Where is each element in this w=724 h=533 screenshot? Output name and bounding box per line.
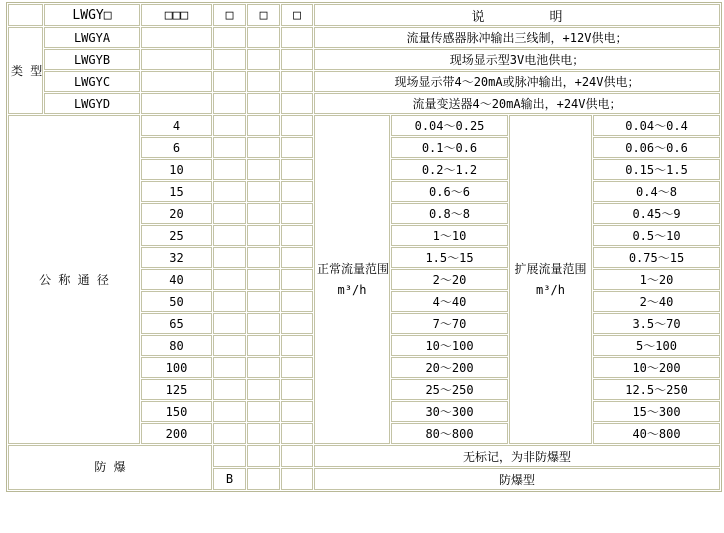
empty-cell — [213, 379, 246, 400]
empty-cell — [213, 423, 246, 444]
empty-cell — [281, 269, 313, 290]
empty-cell — [247, 137, 280, 158]
type-row — [8, 49, 720, 70]
normal-range-cell: 0.1～0.6 — [391, 137, 508, 158]
empty-cell — [247, 93, 280, 114]
empty-cell — [247, 357, 280, 378]
explosion-row — [8, 445, 720, 467]
normal-range-cell: 0.2～1.2 — [391, 159, 508, 180]
empty-cell — [247, 159, 280, 180]
empty-cell — [281, 181, 313, 202]
empty-cell — [141, 71, 212, 92]
header-box-2: □ — [247, 4, 280, 26]
normal-range-cell: 80～800 — [391, 423, 508, 444]
empty-cell — [247, 115, 280, 136]
empty-cell — [247, 401, 280, 422]
extended-flow-range-title: 扩展流量范围 — [514, 261, 587, 276]
type-row — [8, 27, 720, 48]
type-description: 流量传感器脉冲输出三线制，+12V供电； — [314, 27, 720, 48]
empty-cell — [141, 27, 212, 48]
normal-range-cell: 25～250 — [391, 379, 508, 400]
empty-cell — [213, 159, 246, 180]
empty-cell — [141, 49, 212, 70]
type-description: 现场显示带4～20mA或脉冲输出，+24V供电； — [314, 71, 720, 92]
type-description: 现场显示型3V电池供电； — [314, 49, 720, 70]
empty-cell — [247, 225, 280, 246]
empty-cell — [213, 203, 246, 224]
empty-cell — [281, 27, 313, 48]
empty-cell — [281, 313, 313, 334]
empty-cell — [213, 357, 246, 378]
empty-cell — [213, 225, 246, 246]
header-row — [8, 4, 720, 26]
type-row — [8, 71, 720, 92]
empty-cell — [247, 379, 280, 400]
type-description: 流量变送器4～20mA输出，+24V供电； — [314, 93, 720, 114]
dn-cell: 20 — [141, 203, 212, 224]
explosion-code: B — [213, 468, 246, 490]
empty-cell — [213, 401, 246, 422]
empty-cell — [281, 379, 313, 400]
empty-cell — [281, 49, 313, 70]
extended-range-cell: 0.04～0.4 — [593, 115, 720, 136]
header-empty-cell — [8, 4, 43, 26]
empty-cell — [247, 71, 280, 92]
normal-range-cell: 2～20 — [391, 269, 508, 290]
extended-flow-range-header — [509, 115, 592, 444]
dn-cell: 100 — [141, 357, 212, 378]
empty-cell — [281, 115, 313, 136]
explosion-code — [213, 445, 246, 467]
normal-range-cell: 0.6～6 — [391, 181, 508, 202]
extended-range-cell: 10～200 — [593, 357, 720, 378]
empty-cell — [281, 71, 313, 92]
header-model-prefix: LWGY□ — [44, 4, 140, 26]
header-box-3: □ — [281, 4, 313, 26]
normal-range-cell: 7～70 — [391, 313, 508, 334]
empty-cell — [247, 203, 280, 224]
empty-cell — [213, 27, 246, 48]
empty-cell — [281, 291, 313, 312]
type-code: LWGYA — [44, 27, 140, 48]
extended-range-cell: 40～800 — [593, 423, 720, 444]
extended-range-cell: 0.5～10 — [593, 225, 720, 246]
empty-cell — [213, 71, 246, 92]
empty-cell — [281, 445, 313, 467]
dn-cell: 50 — [141, 291, 212, 312]
dn-cell: 10 — [141, 159, 212, 180]
empty-cell — [213, 291, 246, 312]
normal-range-cell: 0.8～8 — [391, 203, 508, 224]
empty-cell — [247, 423, 280, 444]
diameter-row — [8, 115, 720, 136]
extended-range-cell: 12.5～250 — [593, 379, 720, 400]
dn-cell: 15 — [141, 181, 212, 202]
normal-flow-range-unit: m³/h — [337, 282, 367, 297]
extended-range-cell: 2～40 — [593, 291, 720, 312]
empty-cell — [213, 269, 246, 290]
extended-range-cell: 0.4～8 — [593, 181, 720, 202]
extended-range-cell: 0.45～9 — [593, 203, 720, 224]
empty-cell — [281, 225, 313, 246]
type-code: LWGYC — [44, 71, 140, 92]
empty-cell — [247, 247, 280, 268]
empty-cell — [281, 137, 313, 158]
dn-cell: 25 — [141, 225, 212, 246]
normal-range-cell: 0.04～0.25 — [391, 115, 508, 136]
normal-range-cell: 4～40 — [391, 291, 508, 312]
empty-cell — [213, 137, 246, 158]
dn-cell: 4 — [141, 115, 212, 136]
empty-cell — [247, 291, 280, 312]
empty-cell — [281, 203, 313, 224]
explosion-description: 防爆型 — [314, 468, 720, 490]
empty-cell — [213, 313, 246, 334]
normal-range-cell: 30～300 — [391, 401, 508, 422]
empty-cell — [247, 27, 280, 48]
empty-cell — [247, 49, 280, 70]
header-description-title: 说 明 — [314, 4, 720, 26]
extended-flow-range-unit: m³/h — [536, 282, 565, 297]
dn-cell: 80 — [141, 335, 212, 356]
empty-cell — [281, 93, 313, 114]
normal-range-cell: 1～10 — [391, 225, 508, 246]
normal-range-cell: 10～100 — [391, 335, 508, 356]
type-code: LWGYD — [44, 93, 140, 114]
normal-flow-range-header — [314, 115, 390, 444]
diameter-section-label: 公 称 通 径 — [8, 115, 140, 444]
explosion-section-label: 防 爆 — [8, 445, 212, 490]
extended-range-cell: 0.15～1.5 — [593, 159, 720, 180]
empty-cell — [247, 269, 280, 290]
empty-cell — [247, 468, 280, 490]
empty-cell — [281, 423, 313, 444]
empty-cell — [247, 313, 280, 334]
dn-cell: 200 — [141, 423, 212, 444]
empty-cell — [247, 181, 280, 202]
extended-range-cell: 0.06～0.6 — [593, 137, 720, 158]
extended-range-cell: 5～100 — [593, 335, 720, 356]
header-boxes-three: □□□ — [141, 4, 212, 26]
extended-range-cell: 0.75～15 — [593, 247, 720, 268]
dn-cell: 65 — [141, 313, 212, 334]
empty-cell — [213, 247, 246, 268]
empty-cell — [281, 401, 313, 422]
empty-cell — [213, 93, 246, 114]
type-row — [8, 93, 720, 114]
empty-cell — [213, 335, 246, 356]
type-section-label: 类 型 — [8, 27, 43, 114]
empty-cell — [213, 181, 246, 202]
extended-range-cell: 3.5～70 — [593, 313, 720, 334]
empty-cell — [281, 335, 313, 356]
normal-flow-range-title: 正常流量范围 — [317, 261, 390, 276]
dn-cell: 6 — [141, 137, 212, 158]
dn-cell: 40 — [141, 269, 212, 290]
normal-range-cell: 20～200 — [391, 357, 508, 378]
dn-cell: 150 — [141, 401, 212, 422]
empty-cell — [247, 445, 280, 467]
empty-cell — [213, 115, 246, 136]
empty-cell — [213, 49, 246, 70]
empty-cell — [281, 247, 313, 268]
empty-cell — [141, 93, 212, 114]
empty-cell — [281, 468, 313, 490]
type-code: LWGYB — [44, 49, 140, 70]
extended-range-cell: 1～20 — [593, 269, 720, 290]
normal-range-cell: 1.5～15 — [391, 247, 508, 268]
empty-cell — [281, 357, 313, 378]
dn-cell: 32 — [141, 247, 212, 268]
empty-cell — [281, 159, 313, 180]
extended-range-cell: 15～300 — [593, 401, 720, 422]
dn-cell: 125 — [141, 379, 212, 400]
explosion-description: 无标记，为非防爆型 — [314, 445, 720, 467]
empty-cell — [247, 335, 280, 356]
header-box-1: □ — [213, 4, 246, 26]
model-selection-table — [6, 2, 722, 492]
